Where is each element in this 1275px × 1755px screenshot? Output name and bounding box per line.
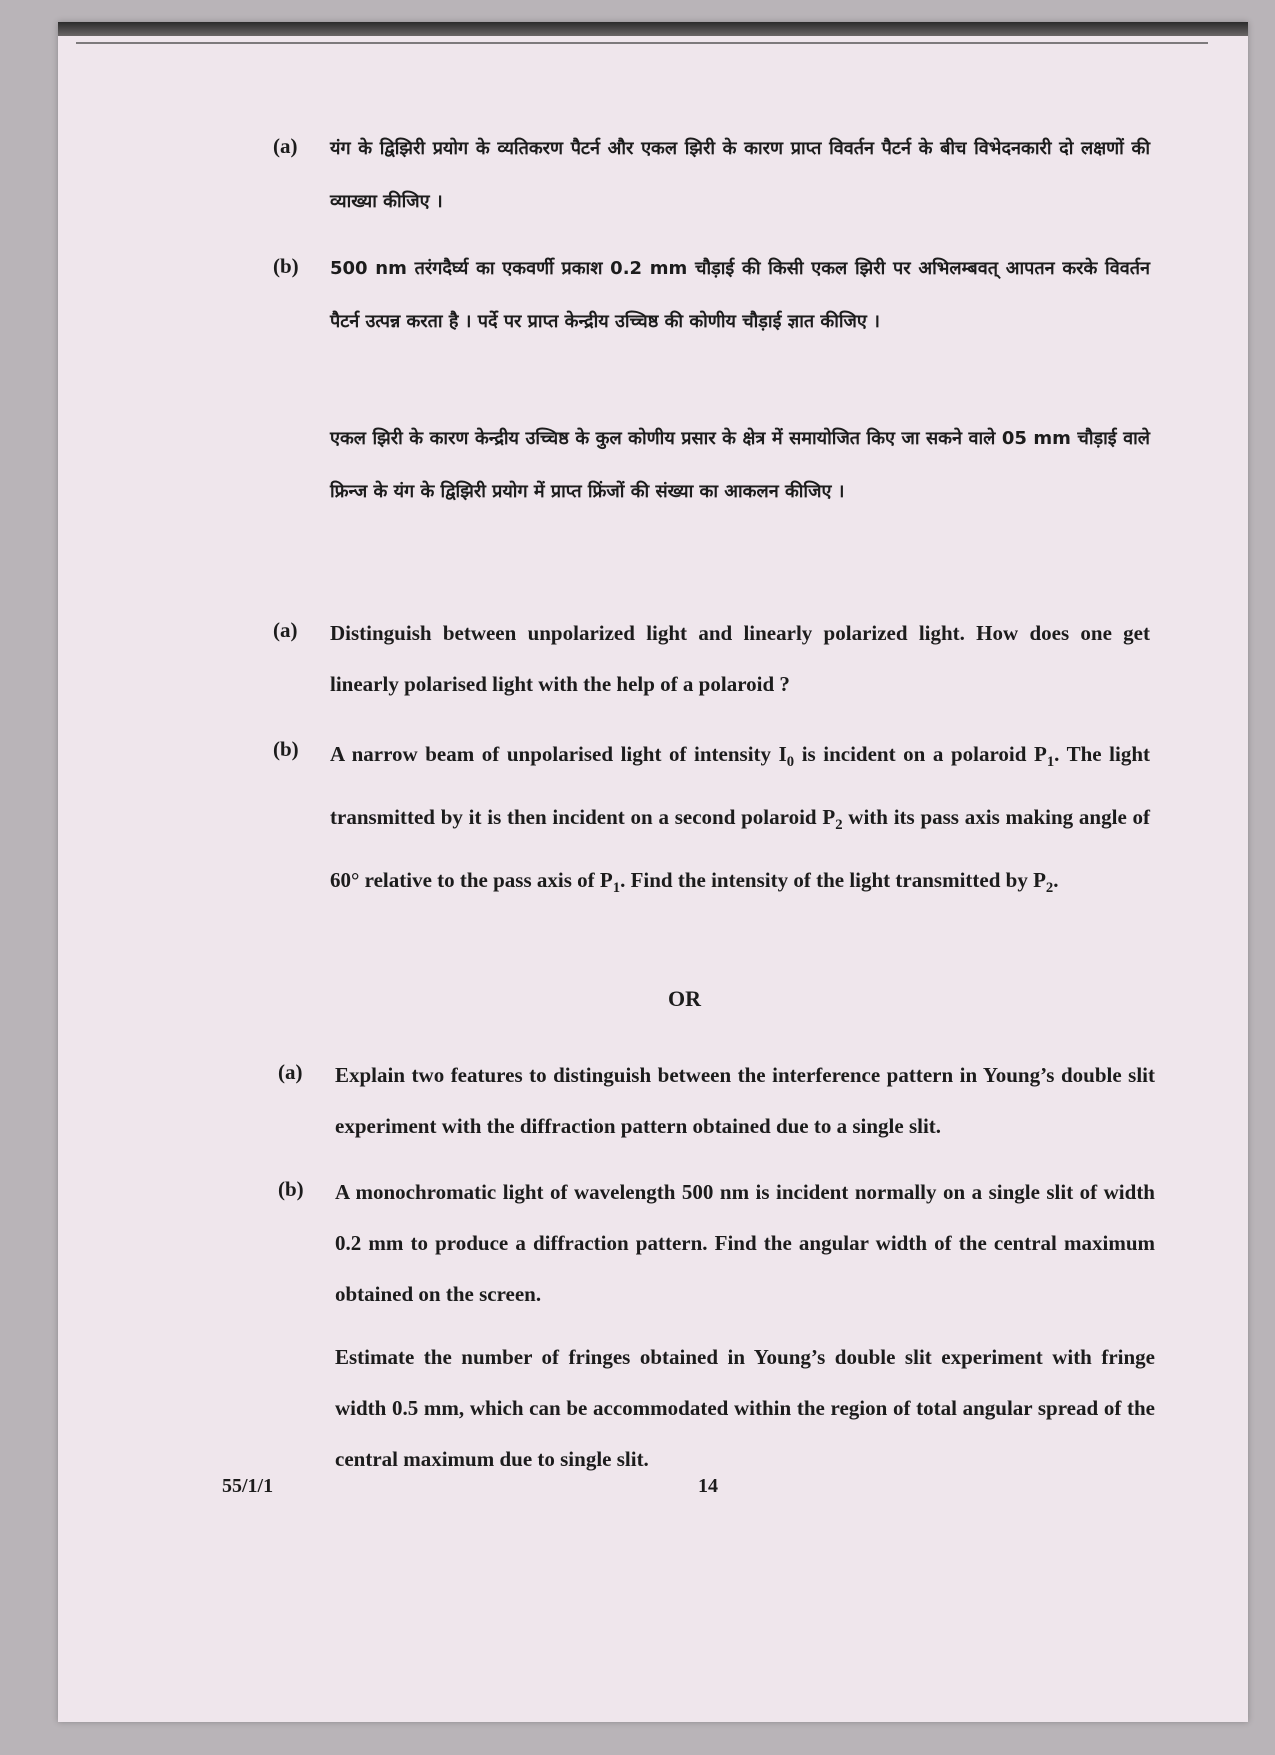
hindi-a-text: यंग के द्विझिरी प्रयोग के व्यतिकरण पैटर्न और एकल झिरी के कारण प्राप्त विवर्तन पैटर्न के बीच विभेदनकारी दो लक्षणों की व्याख्या कीजिए ।: [330, 138, 1150, 212]
alt-b-label: (b): [278, 1177, 304, 1201]
page-top-edge: [58, 22, 1248, 36]
subscript-0: 0: [786, 754, 795, 771]
alt-question-b: [278, 1167, 1213, 1327]
english-b-line1-mid: is incident on a polaroid P: [794, 742, 1047, 766]
hindi-b-label: (b): [273, 254, 299, 278]
hindi-a-label: (a): [273, 134, 298, 158]
alt-b-text2: Estimate the number of fringes obtained in Young’s double slit experiment with fringe width 0.5 mm, which can be accommodated within the region of total angular spread of the central maximum due to single slit.: [335, 1345, 1155, 1471]
hindi-question-a: [273, 122, 1208, 232]
english-b-line3: . Find the intensity of the light transmitted by P: [620, 868, 1046, 893]
or-separator: OR: [668, 986, 701, 1011]
hindi-b-text2: एकल झिरी के कारण केन्द्रीय उच्चिष्ठ के कुल कोणीय प्रसार के क्षेत्र में समायोजित किए जा सकने वाले 05 mm चौड़ाई वाले फ्रिन्ज के यंग के द्विझिरी प्रयोग में प्राप्त फ्रिंजों की संख्या का आकलन कीजिए ।: [330, 428, 1150, 502]
subscript-2b: 2: [1045, 880, 1054, 897]
english-b-label: (b): [273, 737, 299, 761]
subscript-1a: 1: [1046, 754, 1055, 771]
exam-page: [58, 22, 1248, 1722]
english-b-line1-start: A narrow beam of unpolarised light of intensity I: [330, 742, 787, 766]
english-a-label: (a): [273, 618, 298, 642]
english-b-line2: with its pass axis making angle of 60° relative to the pass axis of P: [330, 805, 1151, 893]
hindi-question-b-part2: [273, 412, 1208, 572]
top-rule: [76, 42, 1208, 44]
alt-b-text: A monochromatic light of wavelength 500 nm is incident normally on a single slit of width 0.2 mm to produce a diffraction pattern. Find the angular width of the central maximum obtained on the screen.: [335, 1180, 1155, 1306]
english-question-a: [273, 608, 1208, 718]
english-b-text: [330, 727, 1150, 917]
alt-question-a: [278, 1050, 1213, 1160]
subscript-2a: 2: [835, 817, 843, 834]
english-b-end: .: [1053, 868, 1059, 893]
alt-a-text: Explain two features to distinguish between the interference pattern in Young’s double slit experiment with the diffraction pattern obtained due to a single slit.: [335, 1063, 1155, 1138]
english-b-line1-end: . The light transmitted by it is then incident on a second polaroid P: [330, 742, 1151, 830]
paper-code: 55/1/1: [222, 1475, 274, 1497]
alt-question-b-part2: [278, 1332, 1213, 1492]
hindi-b-text: 500 nm तरंगदैर्घ्य का एकवर्णी प्रकाश 0.2 mm चौड़ाई की किसी एकल झिरी पर अभिलम्बवत् आपतन करके विवर्तन पैटर्न उत्पन्न करता है । पर्दे पर प्राप्त केन्द्रीय उच्चिष्ठ की कोणीय चौड़ाई ज्ञात कीजिए ।: [330, 258, 1150, 332]
page-number: 14: [698, 1475, 718, 1497]
english-question-b: [273, 727, 1208, 957]
hindi-question-b: [273, 242, 1208, 402]
english-a-text: Distinguish between unpolarized light and linearly polarized light. How does one get linearly polarised light with the help of a polaroid ?: [330, 621, 1150, 696]
alt-a-label: (a): [278, 1060, 303, 1084]
subscript-1b: 1: [612, 880, 621, 897]
